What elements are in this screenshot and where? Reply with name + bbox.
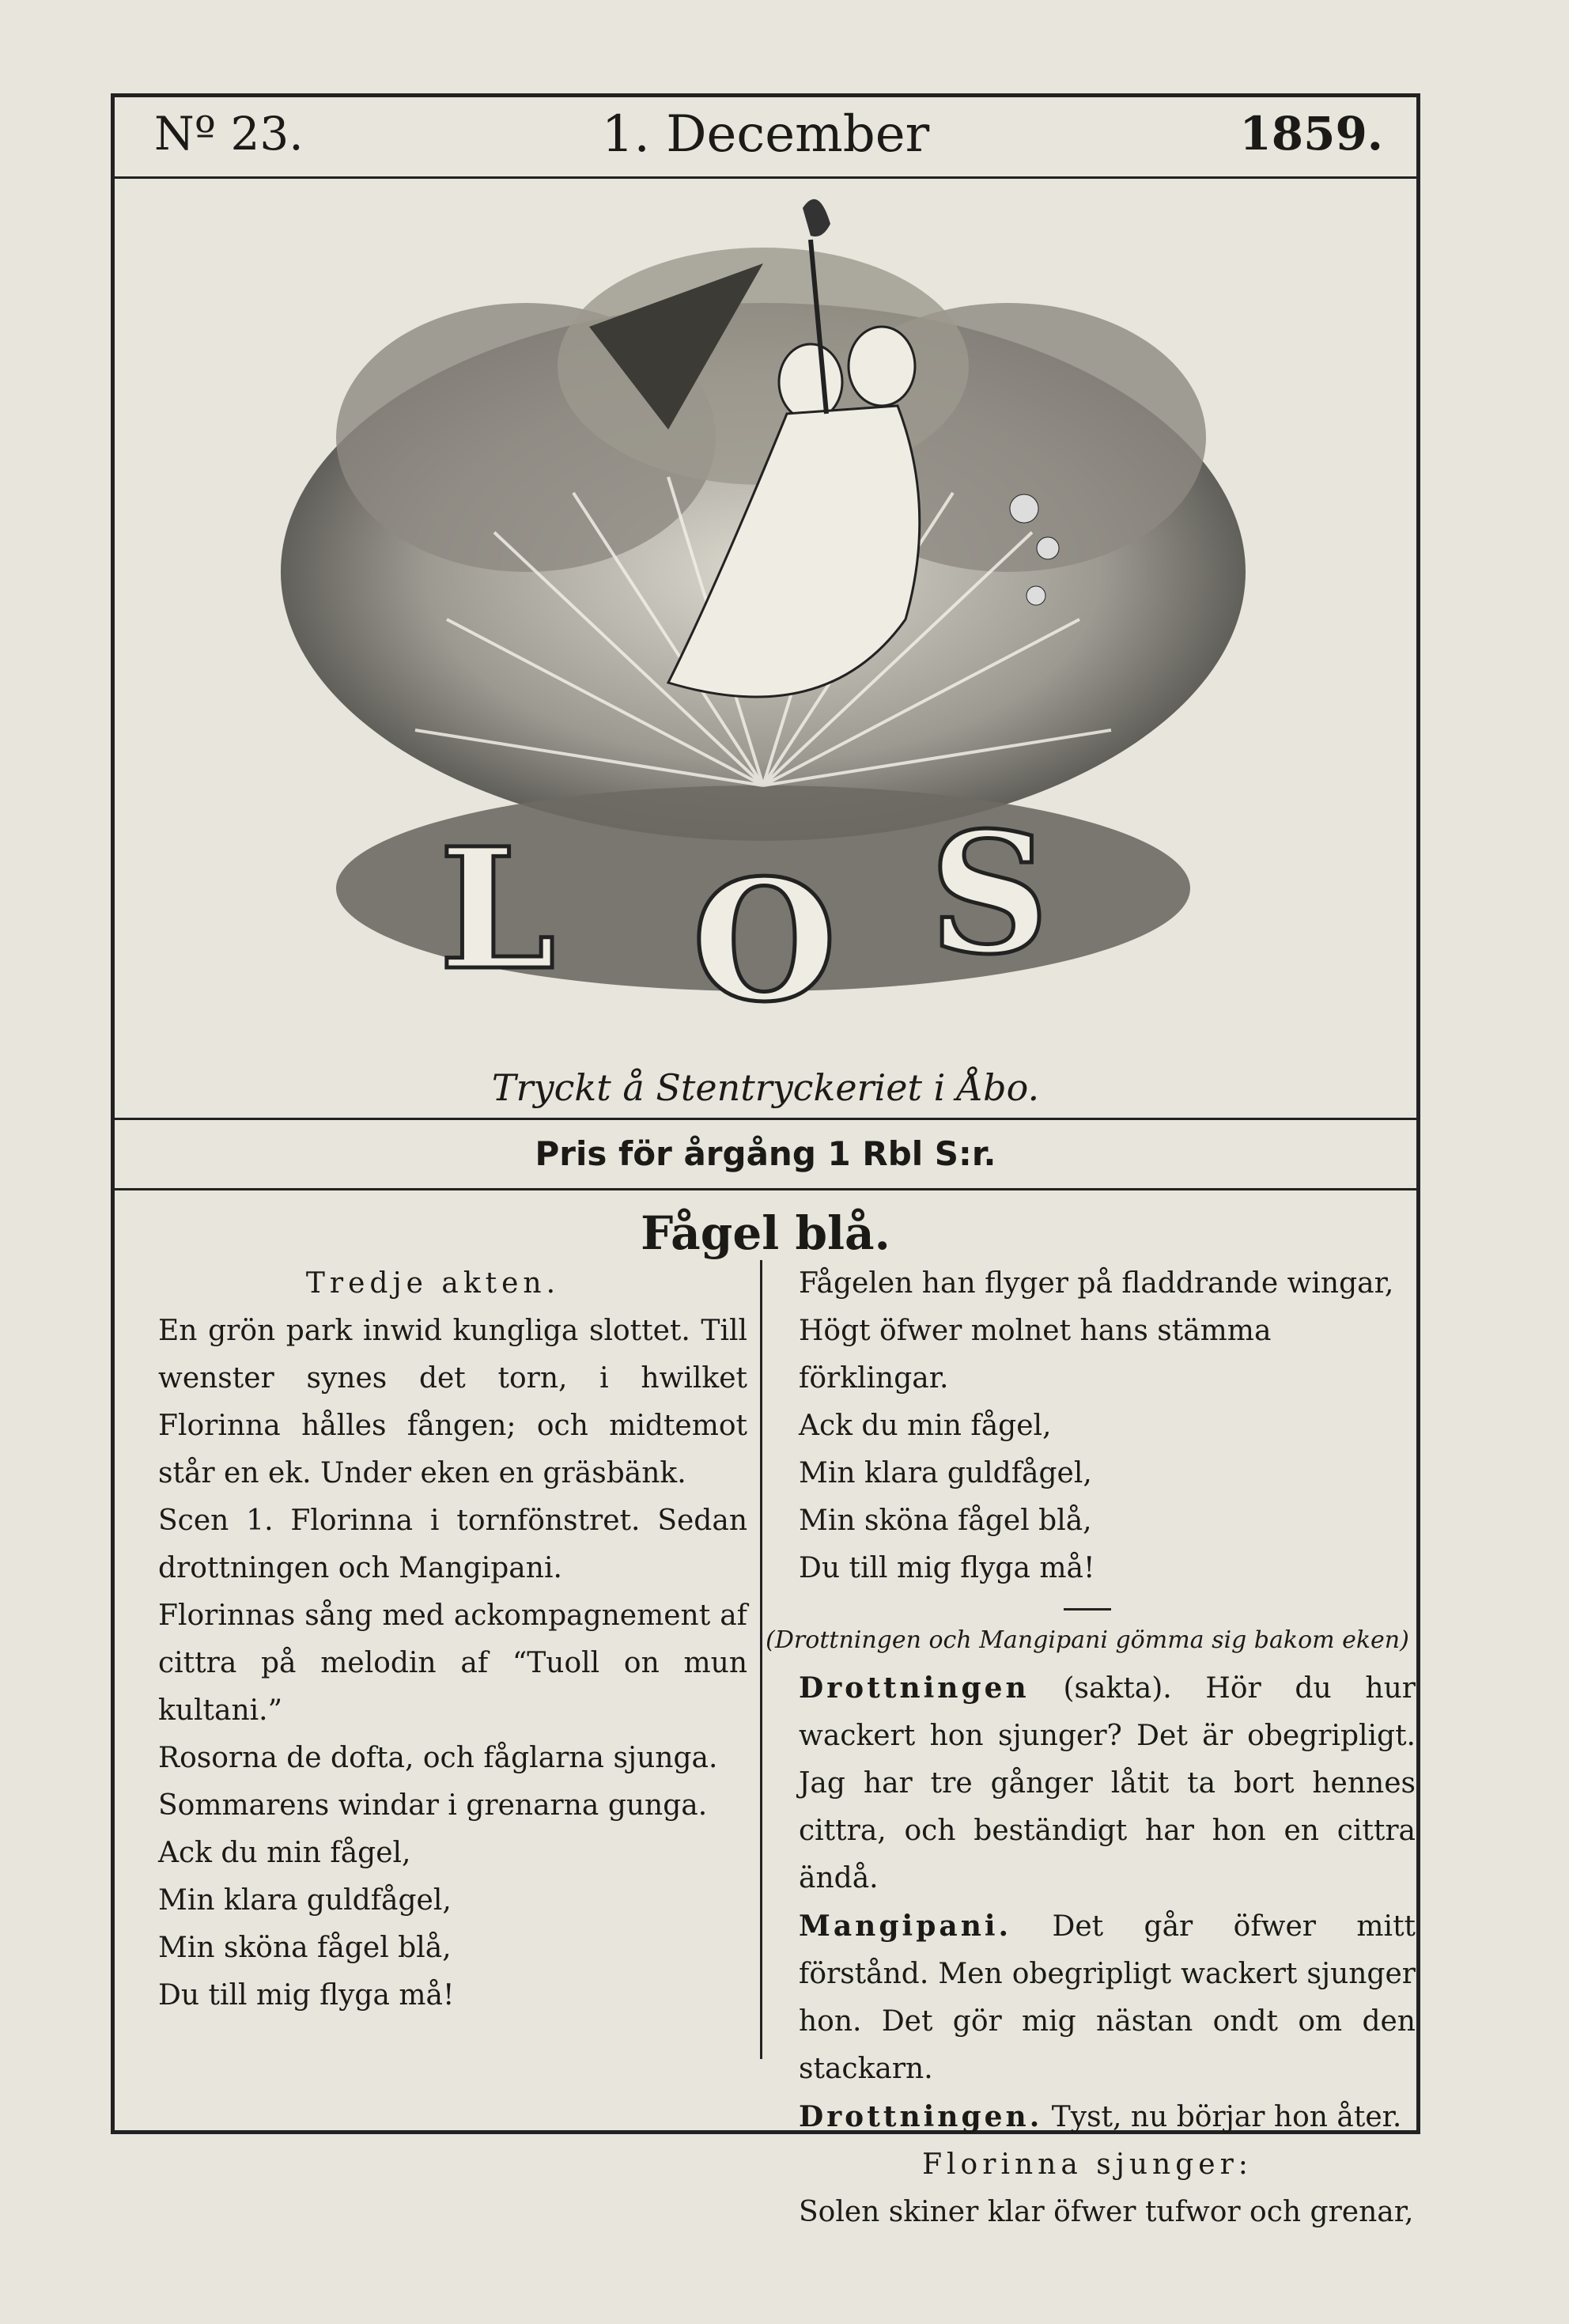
verse-line: Min sköna fågel blå, — [799, 1505, 1092, 1537]
logo-letter-o: O — [692, 843, 837, 1039]
dialogue-line — [759, 2093, 1416, 2141]
verse-line: Sommarens windar i grenarna gunga. — [158, 1789, 708, 1822]
angel-clouds-illustration — [115, 176, 1416, 1118]
speaker-name: Drottningen. — [799, 2100, 1043, 2133]
issue-date: 1. December — [601, 105, 930, 164]
dialogue-line — [759, 1902, 1416, 2093]
verse-line: Ack du min fågel, — [799, 1410, 1052, 1442]
logo-letter-s: S — [929, 796, 1049, 991]
song-intro: Florinnas sång med ackompagnement af cittra på melodin af “Tuoll on mun kultani.” — [158, 1599, 747, 1727]
subscription-price: Pris för årgång 1 Rbl S:r. — [115, 1118, 1416, 1190]
verse-line: Ack du min fågel, — [158, 1837, 411, 1869]
verse-line: Min klara guldfågel, — [158, 1884, 452, 1917]
dialogue-line — [759, 1664, 1416, 1902]
verse-line: Min klara guldfågel, — [799, 1457, 1092, 1489]
left-column — [115, 1260, 747, 2019]
verse-line: Fågelen han flyger på fladdrande wingar, — [799, 1267, 1394, 1300]
newspaper-page — [111, 93, 1420, 2228]
speaker-aside: (sakta). — [1063, 1672, 1172, 1705]
verse-line: Rosorna de dofta, och fåglarna sjunga. — [158, 1742, 718, 1774]
speaker-name: Mangipani. — [799, 1910, 1012, 1943]
stage-direction: (Drottningen och Mangipani gömma sig bakom eken) — [766, 1626, 1409, 1654]
verse-line: Du till mig flyga må! — [799, 1552, 1095, 1584]
scene-heading: Scen 1. Florinna i tornfönstret. Sedan drottningen och Mangipani. — [158, 1505, 747, 1584]
printer-caption: Tryckt å Stentryckeriet i Åbo. — [491, 1066, 1040, 1109]
verse-line: Min sköna fågel blå, — [158, 1932, 452, 1964]
act-heading: Tredje akten. — [305, 1267, 561, 1300]
masthead — [115, 97, 1416, 179]
issue-year: 1859. — [1239, 107, 1383, 161]
dialogue-text: Det går öfwer mitt förstånd. Men obegripligt wackert sjunger hon. Det gör mig nästan ondt om den stackarn. — [799, 1910, 1416, 2085]
verse-line: Du till mig flyga må! — [158, 1979, 455, 2012]
verse-line: Solen skiner klar öfwer tufwor och grenar, — [799, 2196, 1414, 2228]
article-title: Fågel blå. — [641, 1206, 890, 1260]
dialogue-text: Hör du hur wackert hon sjunger? Det är obegripligt. Jag har tre gånger låtit ta bort hennes cittra, och beständigt har hon en cittra ändå. — [799, 1672, 1416, 1894]
scene-setting: En grön park inwid kungliga slottet. Till wenster synes det torn, i hwilket Florinna hålles fången; och midtemot står en ek. Under eken en gräsbänk. — [158, 1315, 747, 1489]
issue-number: Nº 23. — [154, 107, 304, 161]
song-heading: Florinna sjunger: — [922, 2148, 1253, 2181]
speaker-name: Drottningen — [799, 1671, 1030, 1705]
dialogue-text: Tyst, nu börjar hon åter. — [1051, 2101, 1402, 2133]
masthead-illustration — [115, 176, 1416, 1118]
verse-line: Högt öfwer molnet hans stämma förklingar. — [799, 1315, 1272, 1395]
logo-letter-l: L — [439, 812, 556, 1007]
section-rule — [1064, 1608, 1111, 1611]
right-column — [759, 1260, 1416, 2236]
